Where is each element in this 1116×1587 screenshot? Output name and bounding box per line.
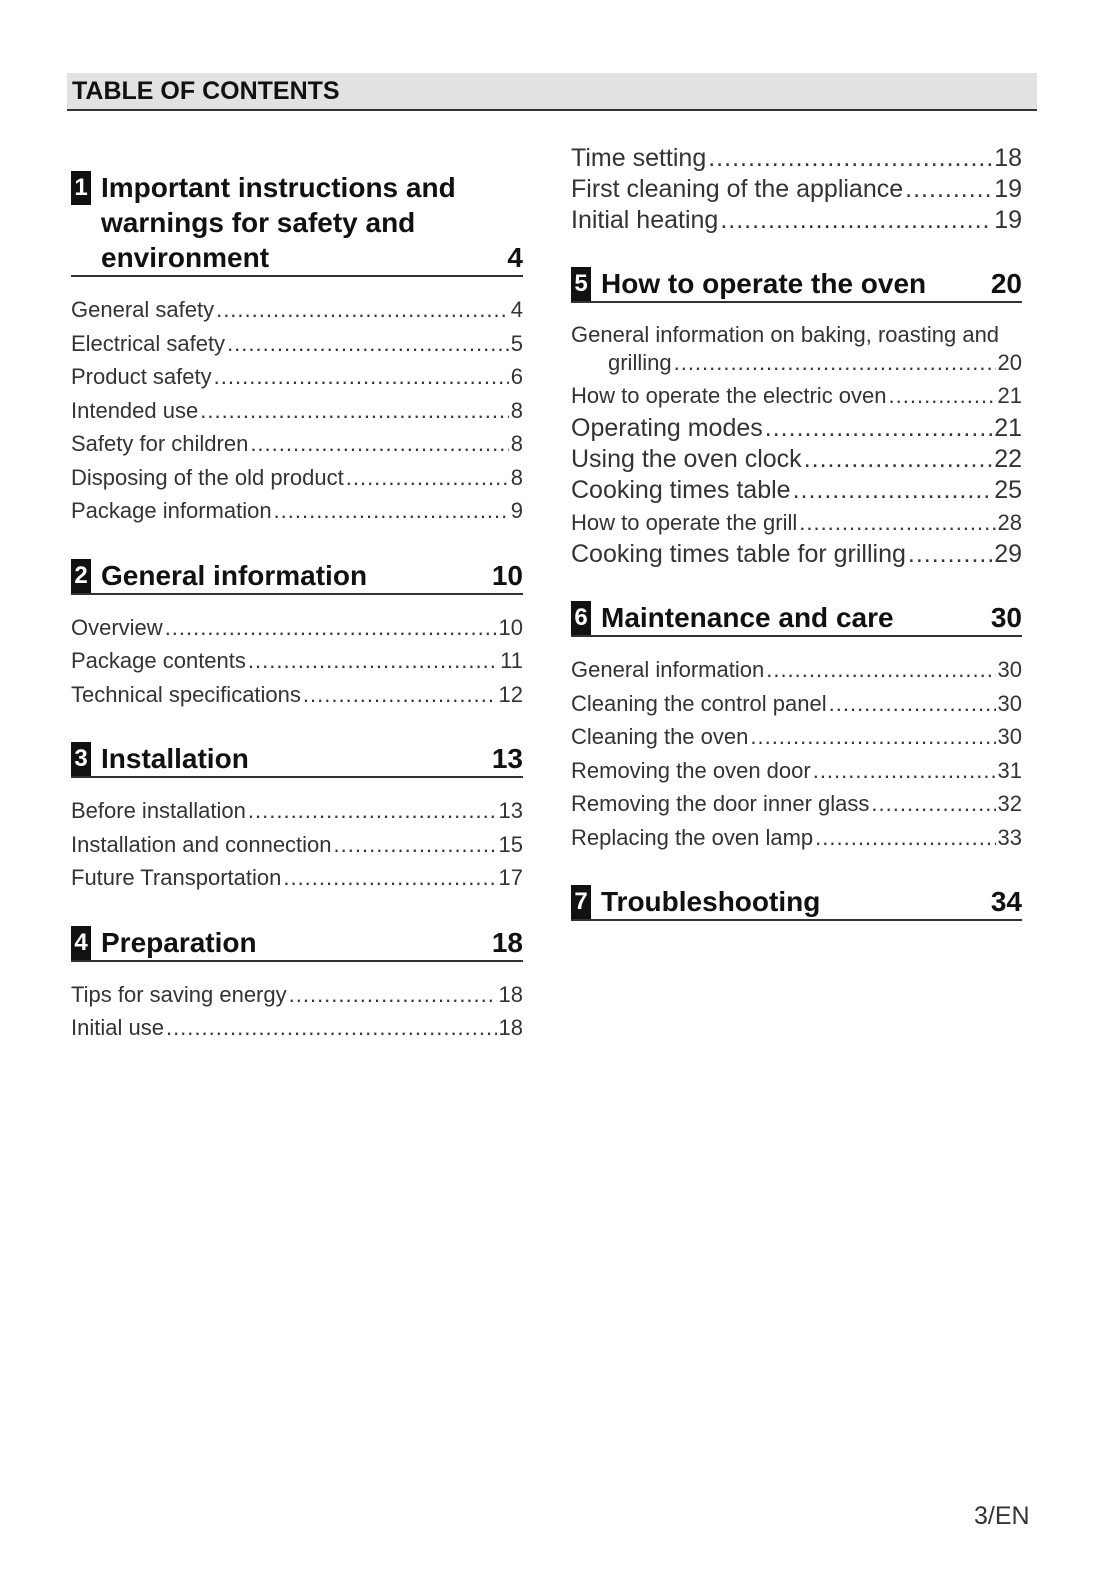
entry-label: How to operate the electric oven xyxy=(571,383,887,408)
entry-label: How to operate the grill xyxy=(571,509,798,535)
entry-label-continued: grilling xyxy=(608,350,672,375)
toc-entry[interactable] xyxy=(571,653,1022,687)
entry-page: 18 xyxy=(498,1015,523,1040)
toc-left-column xyxy=(71,170,523,1045)
section-heading[interactable] xyxy=(571,600,1022,637)
entry-page: 17 xyxy=(498,865,523,890)
toc-section-7 xyxy=(571,884,1022,921)
section-page: 34 xyxy=(990,886,1022,917)
entry-label: Electrical safety xyxy=(71,330,226,356)
entry-label: Operating modes xyxy=(571,413,763,442)
dot-leader xyxy=(227,327,509,361)
entry-label: General information xyxy=(571,657,765,682)
entry-page: 25 xyxy=(994,475,1022,504)
section-page: 18 xyxy=(491,926,523,958)
entry-page: 18 xyxy=(498,981,523,1007)
entry-label: Before installation xyxy=(71,798,246,823)
dot-leader xyxy=(166,1011,497,1045)
toc-banner xyxy=(67,73,1037,111)
entry-page: 4 xyxy=(510,297,523,322)
dot-leader xyxy=(250,427,508,461)
entry-label: General safety xyxy=(71,297,215,322)
entry-page: 5 xyxy=(510,330,523,356)
section-page: 30 xyxy=(990,602,1022,633)
toc-entry[interactable] xyxy=(571,379,1022,413)
entry-page: 30 xyxy=(997,724,1022,749)
page-title: TABLE OF CONTENTS xyxy=(72,77,340,105)
section-number-badge: 2 xyxy=(71,559,91,593)
toc-entry[interactable] xyxy=(571,539,1022,570)
toc-section-3 xyxy=(71,741,523,895)
section-page: 20 xyxy=(990,268,1022,299)
dot-leader xyxy=(720,205,992,236)
entry-page: 21 xyxy=(997,383,1022,408)
entry-label: Removing the oven door xyxy=(571,757,811,783)
entry-label: Removing the door inner glass xyxy=(571,791,870,816)
toc-entry[interactable] xyxy=(571,787,1022,821)
dot-leader xyxy=(815,821,995,855)
entry-page: 28 xyxy=(997,509,1022,535)
entry-page: 9 xyxy=(510,498,523,523)
entry-label: Product safety xyxy=(71,364,212,389)
entry-list xyxy=(571,653,1022,854)
dot-leader xyxy=(750,720,995,754)
entry-page: 18 xyxy=(994,144,1022,172)
dot-leader xyxy=(200,394,509,428)
dot-leader xyxy=(214,360,509,394)
entry-page: 11 xyxy=(500,648,523,673)
dot-leader xyxy=(829,687,996,721)
toc-entry[interactable] xyxy=(71,394,523,428)
dot-leader xyxy=(765,413,992,444)
entry-label: Intended use xyxy=(71,397,199,423)
entry-label: Initial heating xyxy=(571,206,719,234)
dot-leader xyxy=(813,754,996,788)
dot-leader xyxy=(248,794,497,828)
section-title: Important instructions and warnings for safety and environment xyxy=(101,172,456,273)
entry-label: Cleaning the control panel xyxy=(571,690,827,716)
toc-entry[interactable] xyxy=(71,828,523,862)
entry-page: 19 xyxy=(994,175,1022,203)
dot-leader xyxy=(889,379,996,413)
section-title: Maintenance and care xyxy=(601,602,894,633)
entry-label: Using the oven clock xyxy=(571,444,802,473)
entry-label: Cooking times table for grilling xyxy=(571,540,906,568)
toc-entry[interactable] xyxy=(571,506,1022,540)
toc-entry[interactable] xyxy=(71,1011,523,1045)
dot-leader xyxy=(289,978,497,1012)
dot-leader xyxy=(799,506,995,540)
entry-label: Initial use xyxy=(71,1015,164,1040)
entry-page: 8 xyxy=(510,431,523,456)
section-title: General information xyxy=(101,559,368,591)
dot-leader xyxy=(248,644,498,678)
toc-entry[interactable] xyxy=(571,319,1022,379)
toc-entry[interactable] xyxy=(71,978,523,1012)
section-heading[interactable] xyxy=(71,558,523,595)
toc-entry[interactable] xyxy=(71,611,523,645)
entry-page: 19 xyxy=(994,206,1022,234)
entry-list xyxy=(71,794,523,895)
dot-leader xyxy=(283,861,496,895)
entry-label: Tips for saving energy xyxy=(71,981,287,1007)
entry-label: Cleaning the oven xyxy=(571,724,749,749)
dot-leader xyxy=(274,494,509,528)
section-heading[interactable] xyxy=(71,741,523,778)
section-page: 13 xyxy=(491,743,523,774)
toc-entry[interactable] xyxy=(571,143,1022,174)
entry-page: 8 xyxy=(510,464,523,490)
entry-label: Time setting xyxy=(571,144,707,172)
entry-label: General information on baking, roasting and xyxy=(571,322,1000,347)
entry-label: Package information xyxy=(71,498,272,523)
section-number-badge: 4 xyxy=(71,926,91,960)
entry-page: 6 xyxy=(510,364,523,389)
section-heading[interactable] xyxy=(71,925,523,962)
entry-label: Package contents xyxy=(71,648,246,673)
entry-label: First cleaning of the appliance xyxy=(571,175,904,203)
section-title: Preparation xyxy=(101,926,257,958)
dot-leader xyxy=(303,678,497,712)
dot-leader xyxy=(674,349,996,377)
toc-entry[interactable] xyxy=(571,174,1022,205)
entry-page: 12 xyxy=(498,681,523,707)
dot-leader xyxy=(165,611,497,645)
toc-entry[interactable] xyxy=(71,644,523,678)
toc-entry[interactable] xyxy=(571,205,1022,236)
entry-page: 30 xyxy=(997,690,1022,716)
section-page: 4 xyxy=(507,242,523,273)
section-number-badge: 1 xyxy=(71,171,91,205)
toc-section-5 xyxy=(571,266,1022,570)
toc-entry[interactable] xyxy=(571,720,1022,754)
section-title: How to operate the oven xyxy=(601,268,927,299)
entry-label: Technical specifications xyxy=(71,681,301,707)
entry-label: Disposing of the old product xyxy=(71,464,344,490)
entry-page: 10 xyxy=(498,614,523,640)
toc-section-2 xyxy=(71,558,523,712)
entry-label: Overview xyxy=(71,614,163,640)
entry-label: Future Transportation xyxy=(71,865,282,890)
dot-leader xyxy=(708,143,992,174)
toc-entry[interactable] xyxy=(71,360,523,394)
section-heading[interactable] xyxy=(71,170,523,277)
continued-entry-list xyxy=(571,143,1022,236)
section-number-badge: 7 xyxy=(571,885,591,919)
toc-entry[interactable] xyxy=(571,821,1022,855)
toc-entry[interactable] xyxy=(71,794,523,828)
toc-entry[interactable] xyxy=(71,678,523,712)
toc-section-4 xyxy=(71,925,523,1045)
toc-entry[interactable] xyxy=(571,687,1022,721)
toc-right-column xyxy=(571,143,1022,921)
entry-label: Safety for children xyxy=(71,431,249,456)
dot-leader xyxy=(804,444,993,475)
entry-page: 29 xyxy=(994,540,1022,568)
entry-label: Cooking times table xyxy=(571,475,791,504)
toc-section-1 xyxy=(71,170,523,528)
toc-entry[interactable] xyxy=(71,293,523,327)
dot-leader xyxy=(766,653,995,687)
entry-page: 8 xyxy=(510,397,523,423)
section-heading[interactable] xyxy=(571,884,1022,921)
toc-entry[interactable] xyxy=(71,427,523,461)
dot-leader xyxy=(346,461,509,495)
entry-label: Replacing the oven lamp xyxy=(571,824,814,850)
toc-entry[interactable] xyxy=(571,754,1022,788)
toc-entry[interactable] xyxy=(71,327,523,361)
toc-entry[interactable] xyxy=(71,461,523,495)
toc-entry[interactable] xyxy=(571,413,1022,444)
section-title: Installation xyxy=(101,743,249,774)
section-number-badge: 5 xyxy=(571,267,591,301)
entry-list xyxy=(71,293,523,528)
entry-page: 21 xyxy=(994,413,1022,442)
section-number-badge: 3 xyxy=(71,742,91,776)
section-title: Troubleshooting xyxy=(601,886,821,917)
entry-page: 13 xyxy=(498,798,523,823)
entry-page: 31 xyxy=(997,757,1022,783)
toc-entry[interactable] xyxy=(71,861,523,895)
page-number: 3/EN xyxy=(974,1502,1030,1530)
dot-leader xyxy=(908,539,992,570)
dot-leader xyxy=(334,828,497,862)
entry-page: 30 xyxy=(997,657,1022,682)
toc-entry[interactable] xyxy=(571,444,1022,475)
section-page: 10 xyxy=(491,559,523,591)
entry-page: 20 xyxy=(997,350,1022,375)
section-number-badge: 6 xyxy=(571,601,591,635)
dot-leader xyxy=(216,293,509,327)
entry-page: 22 xyxy=(994,444,1022,473)
entry-list xyxy=(71,611,523,712)
dot-leader xyxy=(905,174,992,205)
dot-leader xyxy=(793,475,993,506)
entry-page: 33 xyxy=(997,824,1022,850)
toc-entry[interactable] xyxy=(571,475,1022,506)
entry-page: 15 xyxy=(498,831,523,857)
entry-list xyxy=(71,978,523,1045)
entry-label: Installation and connection xyxy=(71,831,332,857)
entry-list xyxy=(571,319,1022,570)
section-heading[interactable] xyxy=(571,266,1022,303)
toc-section-6 xyxy=(571,600,1022,854)
dot-leader xyxy=(871,787,995,821)
entry-page: 32 xyxy=(997,791,1022,816)
toc-entry[interactable] xyxy=(71,494,523,528)
